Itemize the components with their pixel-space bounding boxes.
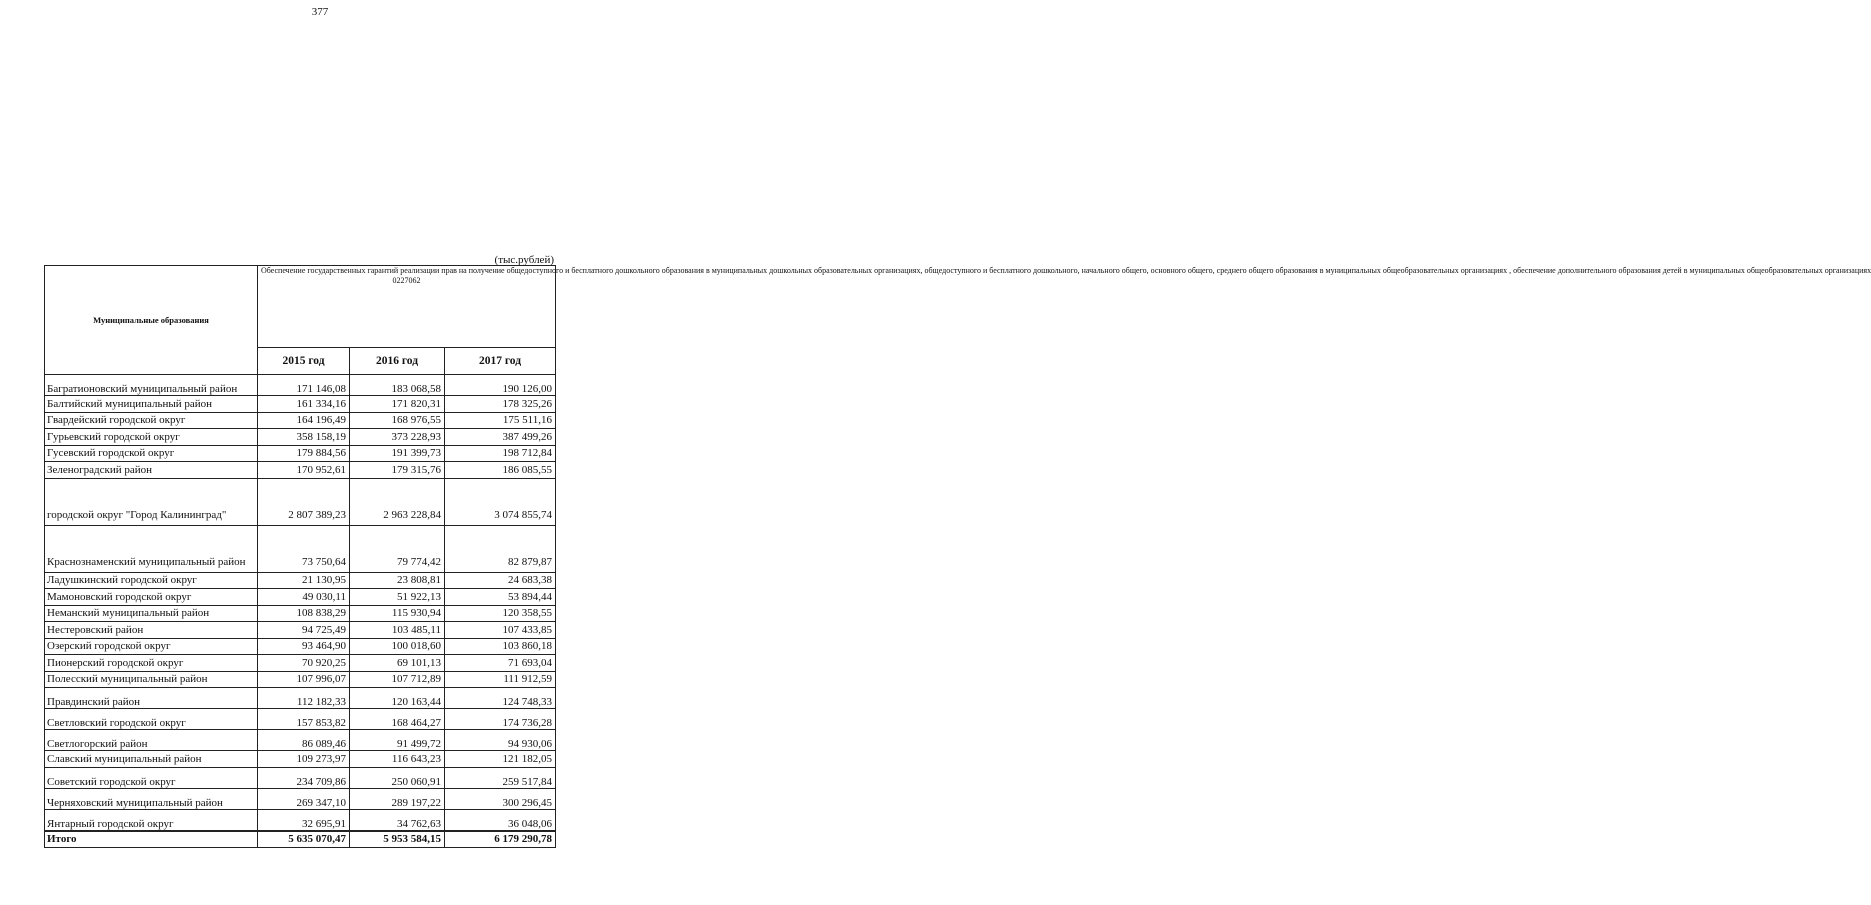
municipality-column-header: Муниципальные образования bbox=[45, 266, 258, 375]
municipality-name: городской округ "Город Калининград" bbox=[45, 478, 258, 525]
value-2016: 289 197,22 bbox=[350, 788, 445, 809]
value-2017: 82 879,87 bbox=[445, 525, 556, 572]
value-2017: 121 182,05 bbox=[445, 751, 556, 768]
value-2016: 103 485,11 bbox=[350, 622, 445, 639]
value-2017: 198 712,84 bbox=[445, 445, 556, 462]
value-2015: 108 838,29 bbox=[258, 605, 350, 622]
value-2015: 171 146,08 bbox=[258, 375, 350, 396]
value-2016: 107 712,89 bbox=[350, 671, 445, 688]
table-row bbox=[45, 478, 556, 525]
page-number: 377 bbox=[311, 6, 329, 18]
municipality-name: Гусевский городской округ bbox=[45, 445, 258, 462]
municipality-name: Светлогорский район bbox=[45, 730, 258, 751]
value-2015: 112 182,33 bbox=[258, 688, 350, 709]
value-2015: 70 920,25 bbox=[258, 655, 350, 672]
table-row bbox=[45, 462, 556, 479]
municipality-name: Ладушкинский городской округ bbox=[45, 572, 258, 589]
value-2017: 186 085,55 bbox=[445, 462, 556, 479]
value-2017: 175 511,16 bbox=[445, 412, 556, 429]
value-2016: 115 930,94 bbox=[350, 605, 445, 622]
value-2015: 94 725,49 bbox=[258, 622, 350, 639]
value-2017: 174 736,28 bbox=[445, 709, 556, 730]
table-row bbox=[45, 445, 556, 462]
purpose-text: Обеспечение государственных гарантий реализации прав на получение общедоступного и бесплатного дошкольного образования в муниципальных дошкольных образовательных организациях, общедоступного и бесплатного дошкольного, начального общего, основного общего, среднего общего образования в муниципальных общеобразовательных организациях , обеспечение дополнительного образования детей в муниципальных общеобразовательных организациях bbox=[261, 266, 1871, 275]
table-row bbox=[45, 375, 556, 396]
value-2016: 34 762,63 bbox=[350, 809, 445, 831]
year-2016-header: 2016 год bbox=[350, 348, 445, 375]
value-2015: 21 130,95 bbox=[258, 572, 350, 589]
municipality-name: Советский городской округ bbox=[45, 767, 258, 788]
value-2017: 259 517,84 bbox=[445, 767, 556, 788]
value-2016: 171 820,31 bbox=[350, 396, 445, 413]
table-row bbox=[45, 671, 556, 688]
table-row bbox=[45, 525, 556, 572]
table-row bbox=[45, 767, 556, 788]
value-2017: 111 912,59 bbox=[445, 671, 556, 688]
value-2017: 94 930,06 bbox=[445, 730, 556, 751]
value-2015: 234 709,86 bbox=[258, 767, 350, 788]
value-2015: 109 273,97 bbox=[258, 751, 350, 768]
value-2017: 24 683,38 bbox=[445, 572, 556, 589]
value-2016: 69 101,13 bbox=[350, 655, 445, 672]
municipality-name: Пионерский городской округ bbox=[45, 655, 258, 672]
value-2015: 161 334,16 bbox=[258, 396, 350, 413]
value-2016: 120 163,44 bbox=[350, 688, 445, 709]
value-2015: 358 158,19 bbox=[258, 429, 350, 446]
value-2017: 36 048,06 bbox=[445, 809, 556, 831]
units-label: (тыс.рублей) bbox=[494, 254, 554, 266]
municipality-name: Мамоновский городской округ bbox=[45, 589, 258, 606]
table-row bbox=[45, 589, 556, 606]
municipality-name: Краснознаменский муниципальный район bbox=[45, 525, 258, 572]
value-2015: 269 347,10 bbox=[258, 788, 350, 809]
total-row bbox=[45, 831, 556, 848]
value-2017: 124 748,33 bbox=[445, 688, 556, 709]
value-2015: 179 884,56 bbox=[258, 445, 350, 462]
value-2016: 51 922,13 bbox=[350, 589, 445, 606]
total-2015: 5 635 070,47 bbox=[258, 831, 350, 848]
value-2015: 2 807 389,23 bbox=[258, 478, 350, 525]
value-2015: 32 695,91 bbox=[258, 809, 350, 831]
table-row bbox=[45, 688, 556, 709]
value-2015: 86 089,46 bbox=[258, 730, 350, 751]
value-2015: 164 196,49 bbox=[258, 412, 350, 429]
value-2015: 170 952,61 bbox=[258, 462, 350, 479]
purpose-code: 0227062 bbox=[392, 276, 421, 286]
municipality-name: Гвардейский городской округ bbox=[45, 412, 258, 429]
value-2017: 120 358,55 bbox=[445, 605, 556, 622]
table-row bbox=[45, 429, 556, 446]
table-row bbox=[45, 809, 556, 831]
value-2016: 179 315,76 bbox=[350, 462, 445, 479]
table-row bbox=[45, 655, 556, 672]
value-2016: 91 499,72 bbox=[350, 730, 445, 751]
value-2016: 373 228,93 bbox=[350, 429, 445, 446]
subsidy-table bbox=[44, 265, 1871, 848]
municipality-name: Гурьевский городской округ bbox=[45, 429, 258, 446]
year-2015-header: 2015 год bbox=[258, 348, 350, 375]
value-2016: 79 774,42 bbox=[350, 525, 445, 572]
table-row bbox=[45, 605, 556, 622]
municipality-name: Правдинский район bbox=[45, 688, 258, 709]
value-2017: 53 894,44 bbox=[445, 589, 556, 606]
purpose-header bbox=[258, 266, 1871, 348]
municipality-name: Полесский муниципальный район bbox=[45, 671, 258, 688]
municipality-name: Озерский городской округ bbox=[45, 638, 258, 655]
value-2015: 107 996,07 bbox=[258, 671, 350, 688]
value-2017: 71 693,04 bbox=[445, 655, 556, 672]
table-row bbox=[45, 412, 556, 429]
municipality-name: Багратионовский муниципальный район bbox=[45, 375, 258, 396]
municipality-name: Нестеровский район bbox=[45, 622, 258, 639]
total-label: Итого bbox=[45, 831, 258, 848]
municipality-name: Неманский муниципальный район bbox=[45, 605, 258, 622]
table-row bbox=[45, 788, 556, 809]
value-2015: 157 853,82 bbox=[258, 709, 350, 730]
value-2016: 168 976,55 bbox=[350, 412, 445, 429]
municipality-name: Светловский городской округ bbox=[45, 709, 258, 730]
value-2016: 2 963 228,84 bbox=[350, 478, 445, 525]
total-2016: 5 953 584,15 bbox=[350, 831, 445, 848]
value-2016: 100 018,60 bbox=[350, 638, 445, 655]
value-2017: 178 325,26 bbox=[445, 396, 556, 413]
municipality-name: Балтийский муниципальный район bbox=[45, 396, 258, 413]
municipality-name: Зеленоградский район bbox=[45, 462, 258, 479]
value-2015: 49 030,11 bbox=[258, 589, 350, 606]
value-2015: 93 464,90 bbox=[258, 638, 350, 655]
value-2017: 3 074 855,74 bbox=[445, 478, 556, 525]
table-row bbox=[45, 751, 556, 768]
value-2016: 191 399,73 bbox=[350, 445, 445, 462]
value-2016: 116 643,23 bbox=[350, 751, 445, 768]
value-2017: 107 433,85 bbox=[445, 622, 556, 639]
table-row bbox=[45, 396, 556, 413]
table-row bbox=[45, 622, 556, 639]
table-row bbox=[45, 709, 556, 730]
table-row bbox=[45, 638, 556, 655]
municipality-name: Черняховский муниципальный район bbox=[45, 788, 258, 809]
value-2015: 73 750,64 bbox=[258, 525, 350, 572]
value-2017: 387 499,26 bbox=[445, 429, 556, 446]
value-2017: 103 860,18 bbox=[445, 638, 556, 655]
total-2017: 6 179 290,78 bbox=[445, 831, 556, 848]
value-2017: 300 296,45 bbox=[445, 788, 556, 809]
value-2017: 190 126,00 bbox=[445, 375, 556, 396]
value-2016: 183 068,58 bbox=[350, 375, 445, 396]
table-row bbox=[45, 572, 556, 589]
value-2016: 23 808,81 bbox=[350, 572, 445, 589]
value-2016: 168 464,27 bbox=[350, 709, 445, 730]
table-row bbox=[45, 730, 556, 751]
year-2017-header: 2017 год bbox=[445, 348, 556, 375]
municipality-name: Янтарный городской округ bbox=[45, 809, 258, 831]
value-2016: 250 060,91 bbox=[350, 767, 445, 788]
municipality-name: Славский муниципальный район bbox=[45, 751, 258, 768]
